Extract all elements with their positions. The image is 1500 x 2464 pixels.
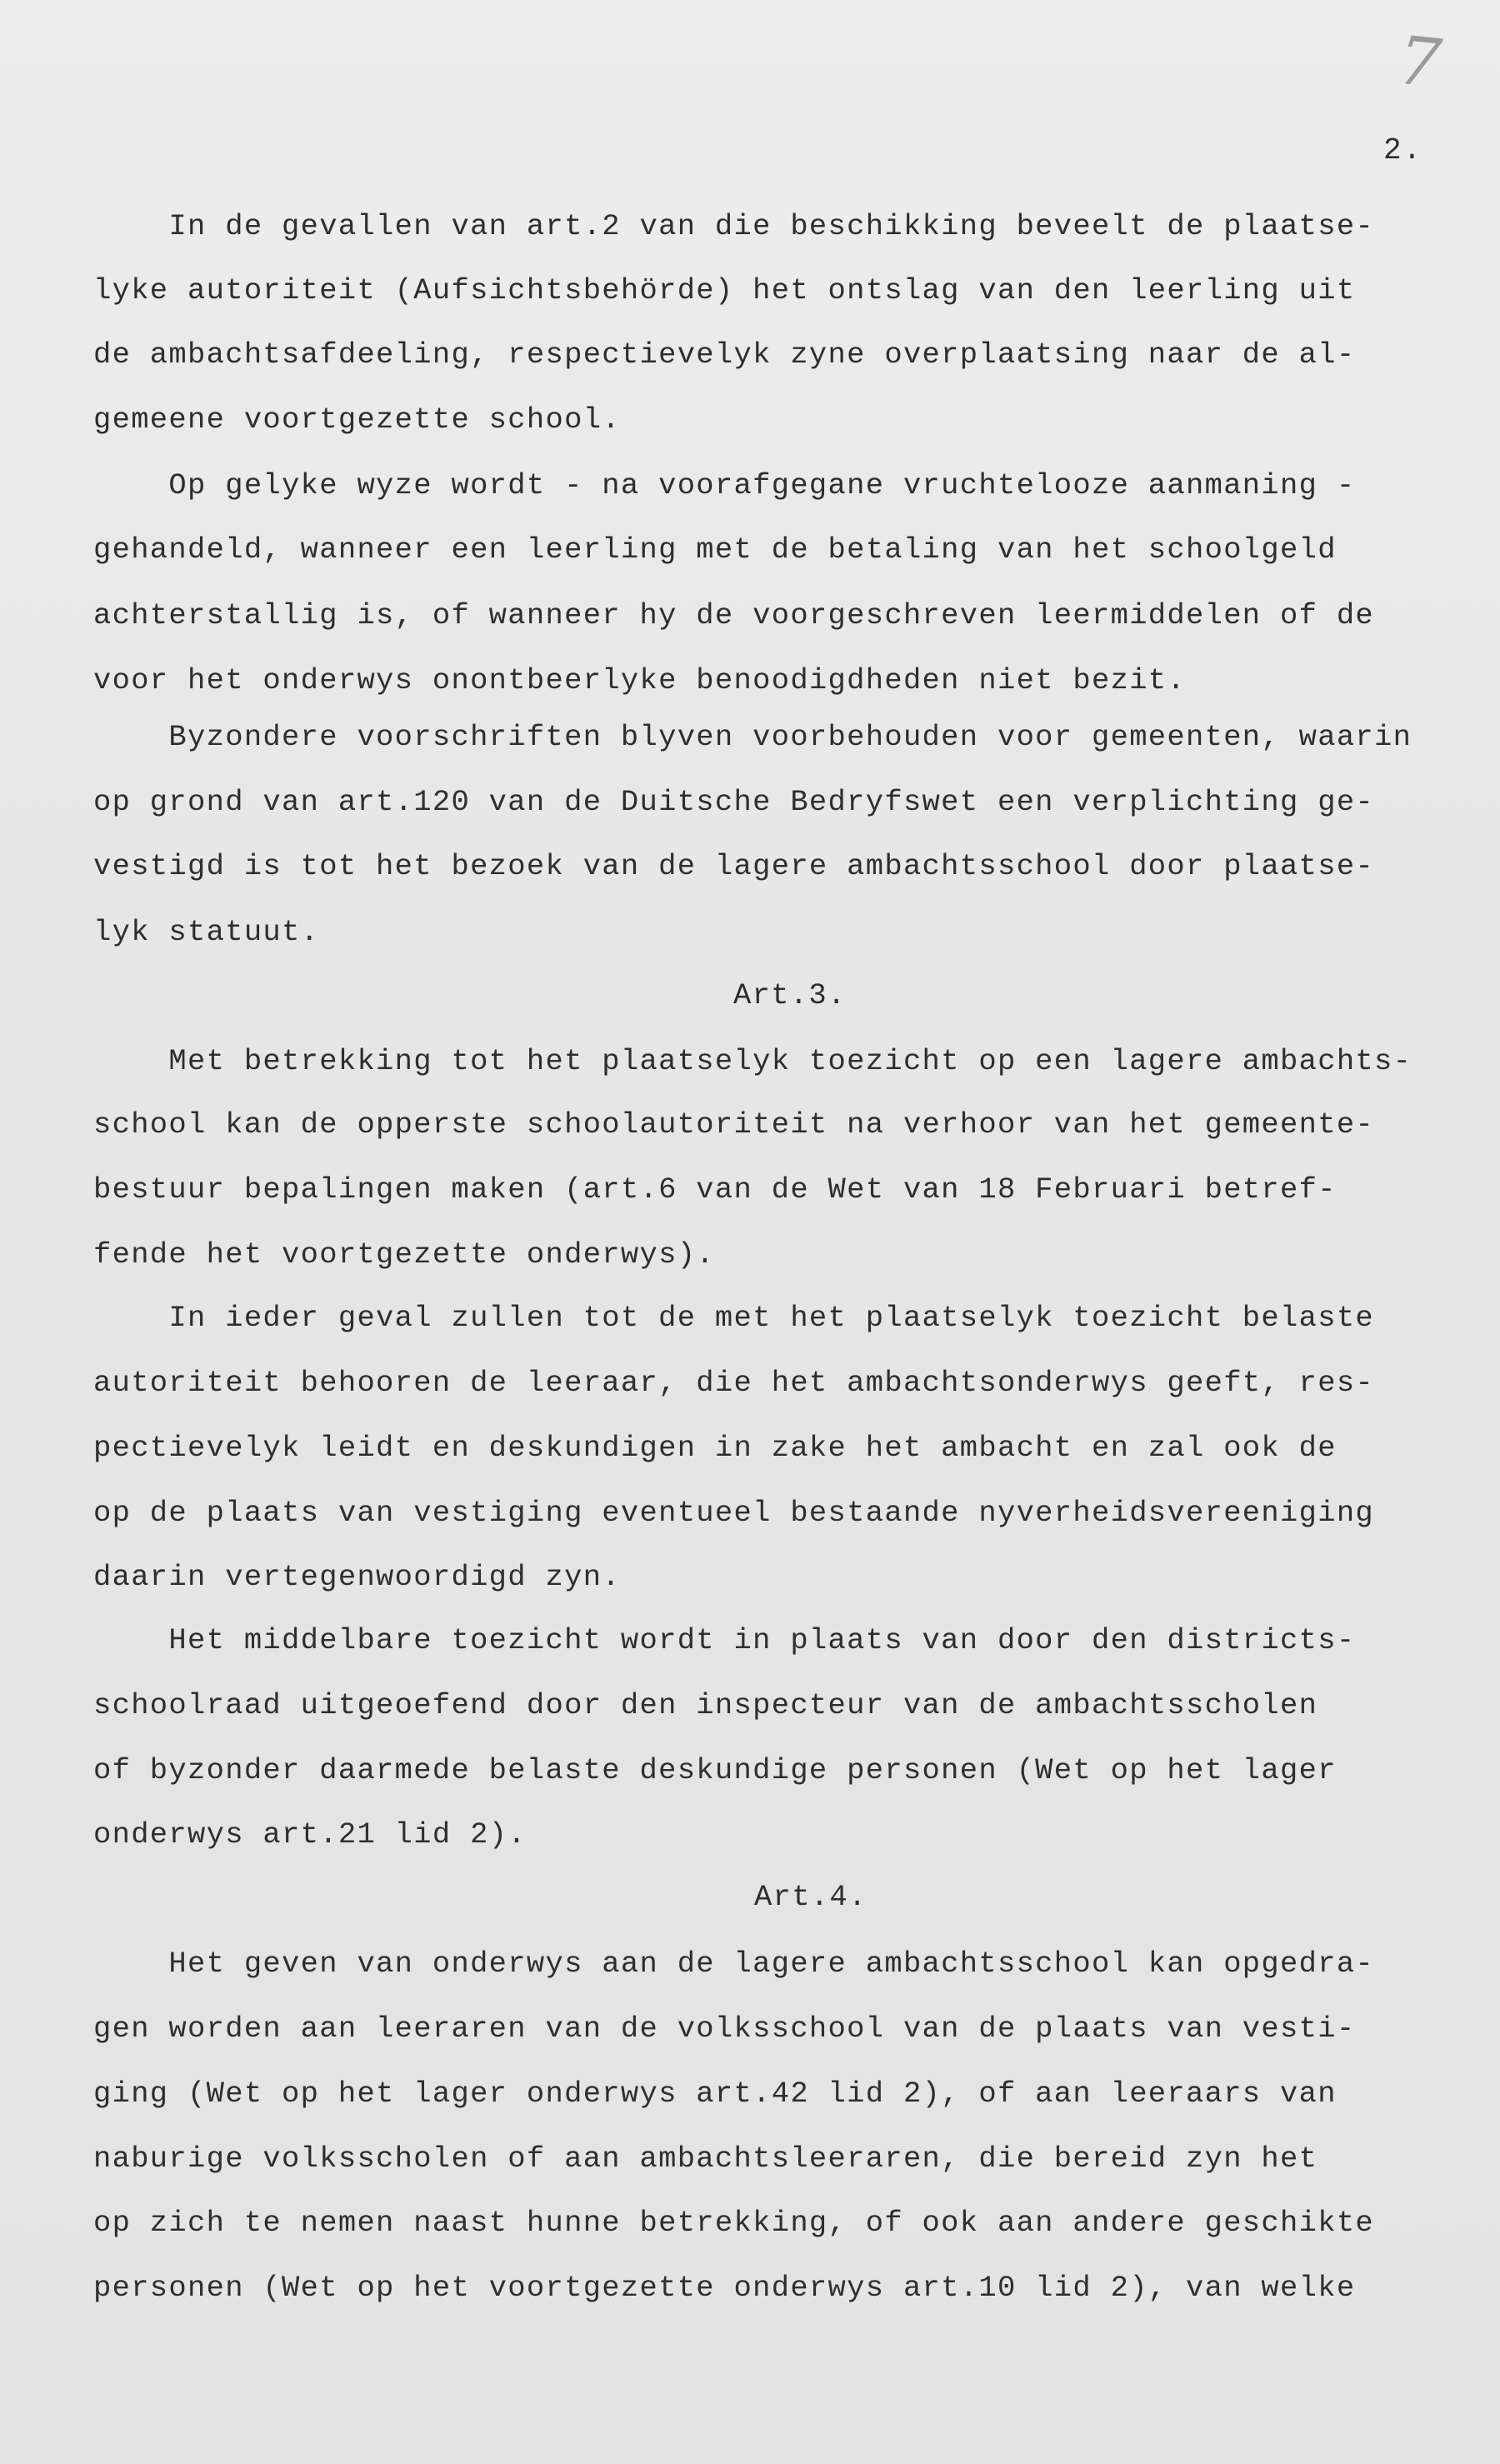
text-line: Het geven van onderwys aan de lagere ambachtsschool kan opgedra-	[93, 1947, 1375, 1981]
text-line: schoolraad uitgeoefend door den inspecteur van de ambachtsscholen	[93, 1688, 1318, 1722]
text-line: vestigd is tot het bezoek van de lagere ambachtsschool door plaatse-	[93, 849, 1375, 883]
folio-mark: 7	[1394, 21, 1445, 103]
text-line: lyk statuut.	[93, 915, 320, 949]
text-line: Byzondere voorschriften blyven voorbehouden voor gemeenten, waarin	[93, 720, 1412, 754]
text-line: Het middelbare toezicht wordt in plaats van door den districts-	[93, 1623, 1356, 1657]
text-line: ging (Wet op het lager onderwys art.42 lid 2), of aan leeraars van	[93, 2077, 1337, 2111]
text-line: voor het onderwys onontbeerlyke benoodigdheden niet bezit.	[93, 663, 1187, 697]
text-line: daarin vertegenwoordigd zyn.	[93, 1560, 621, 1594]
text-line: of byzonder daarmede belaste deskundige personen (Wet op het lager	[93, 1753, 1337, 1787]
text-line: In de gevallen van art.2 van die beschikking beveelt de plaatse-	[93, 209, 1375, 243]
text-line: op de plaats van vestiging eventueel bestaande nyverheidsvereeniging	[93, 1496, 1375, 1530]
article-heading-3: Art.3.	[733, 978, 847, 1012]
text-line: op zich te nemen naast hunne betrekking, of ook aan andere geschikte	[93, 2206, 1375, 2240]
text-line: autoriteit behooren de leeraar, die het ambachtsonderwys geeft, res-	[93, 1366, 1375, 1400]
text-line: Op gelyke wyze wordt - na voorafgegane vruchtelooze aanmaning -	[93, 468, 1356, 502]
text-line: In ieder geval zullen tot de met het plaatselyk toezicht belaste	[93, 1301, 1375, 1335]
text-line: bestuur bepalingen maken (art.6 van de Wet van 18 Februari betref-	[93, 1172, 1337, 1207]
text-line: pectievelyk leidt en deskundigen in zake het ambacht en zal ook de	[93, 1431, 1337, 1465]
text-line: gemeene voortgezette school.	[93, 402, 621, 437]
article-heading-4: Art.4.	[754, 1880, 868, 1914]
text-line: Met betrekking tot het plaatselyk toezicht op een lagere ambachts-	[93, 1044, 1412, 1078]
text-line: de ambachtsafdeeling, respectievelyk zyne overplaatsing naar de al-	[93, 337, 1356, 372]
text-line: lyke autoriteit (Aufsichtsbehörde) het ontslag van den leerling uit	[93, 273, 1356, 307]
text-line: gehandeld, wanneer een leerling met de betaling van het schoolgeld	[93, 532, 1337, 567]
text-line: naburige volksscholen of aan ambachtsleeraren, die bereid zyn het	[93, 2142, 1318, 2176]
page-number: 2.	[1383, 133, 1423, 167]
text-line: personen (Wet op het voortgezette onderwys art.10 lid 2), van welke	[93, 2271, 1356, 2305]
text-line: fende het voortgezette onderwys).	[93, 1237, 715, 1272]
text-line: school kan de opperste schoolautoriteit na verhoor van het gemeente-	[93, 1107, 1375, 1142]
text-line: onderwys art.21 lid 2).	[93, 1817, 527, 1852]
text-line: op grond van art.120 van de Duitsche Bedryfswet een verplichting ge-	[93, 785, 1375, 819]
text-line: gen worden aan leeraren van de volksschool van de plaats van vesti-	[93, 2012, 1356, 2046]
text-line: achterstallig is, of wanneer hy de voorgeschreven leermiddelen of de	[93, 598, 1375, 632]
